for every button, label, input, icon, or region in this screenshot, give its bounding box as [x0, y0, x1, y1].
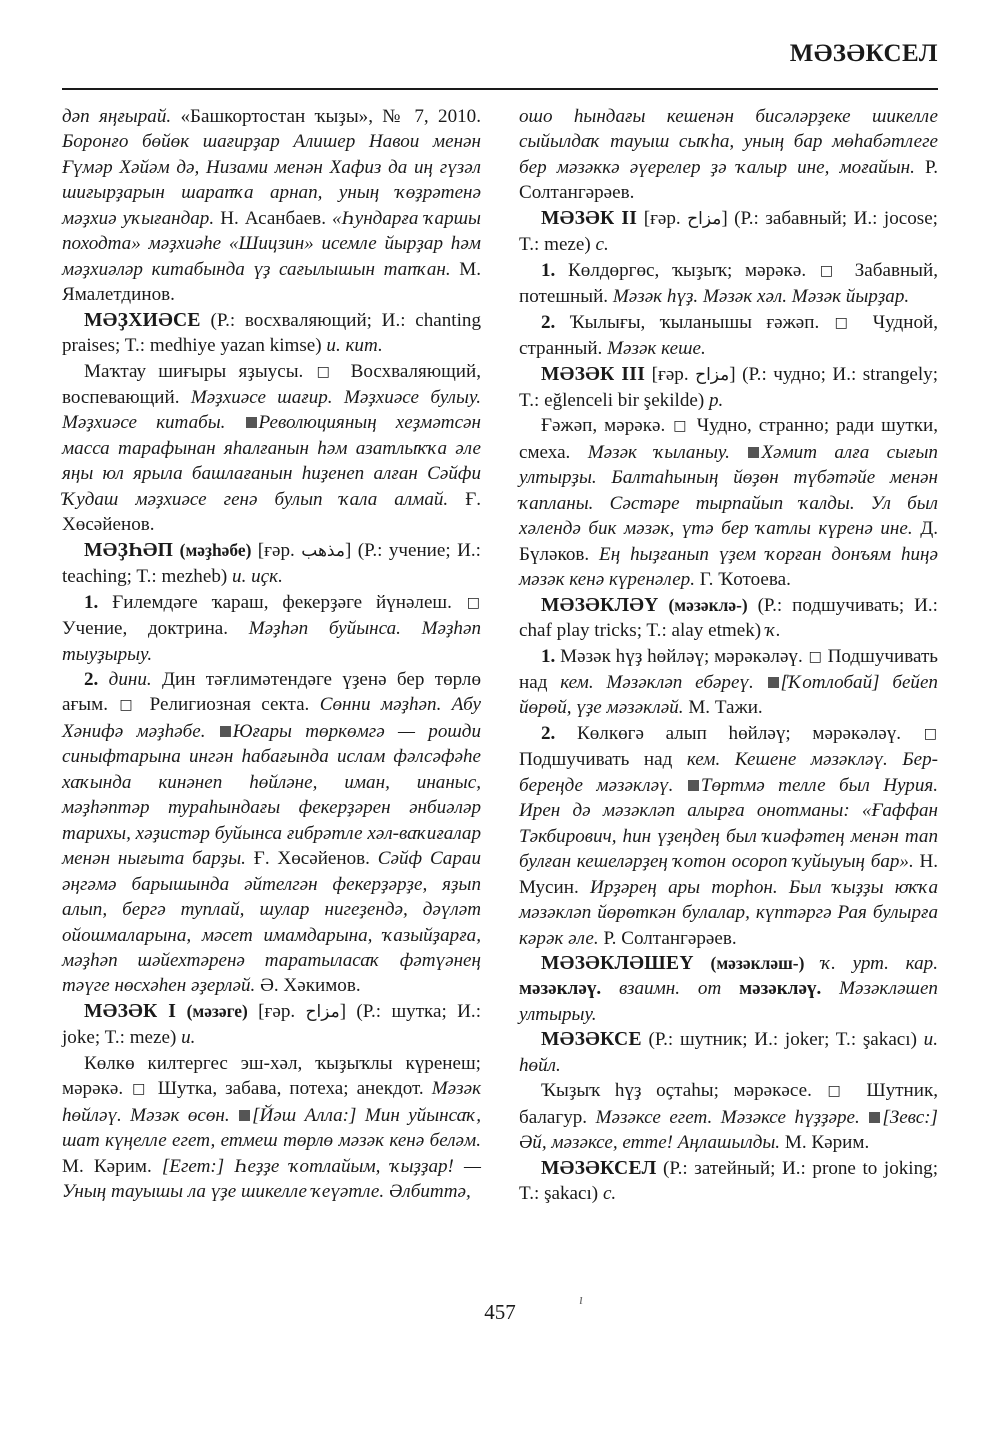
open-square-marker: □ — [132, 1081, 149, 1098]
grammar-label: с. — [602, 1183, 617, 1205]
open-square-marker: □ — [466, 594, 480, 611]
headword: МӘЗӘКСЕЛ — [541, 1157, 657, 1179]
open-square-marker: □ — [819, 262, 842, 279]
headword: МӘЗӘКСЕ — [541, 1029, 642, 1051]
entry-mazaklau-sense-2: 2. Көлкөгә алып һөйләү; мәрәкәләү. □ Подшучивать над кем. Кешене мәзәкләү. Бер-береңде мәзәкләү. Төртмә телле был Нурия. Ирен дә мәзәкләп алырға онотманы: «Ғаффан Тәкбирович, һин үҙеңдең был ҡиәфәтең менән тап булған кешеләрҙең ҡотон осороп ҡуйыуың бар». Н. Мусин. Ирҙәрең ары торһон. Был ҡыҙҙы юҡҡа мәзәкләп йөрөткән булалар, күптәргә Рая булырға кәрәк әле. Р. Солтангәрәев. — [519, 722, 939, 949]
filled-square-marker — [768, 677, 779, 688]
headword: МӘҘХИӘСЕ — [84, 309, 201, 331]
open-square-marker: □ — [834, 314, 858, 331]
headword-paren: (мәҙһәбе) — [179, 539, 252, 560]
left-column — [62, 104, 481, 1206]
continuation-paragraph: дәп яңғырай. «Башкортостан ҡыҙы», № 7, 2010. Боронғо бөйөк шағирҙар Алишер Навои менән Ғүмәр Хәйәм дә, Низами менән Хафиз да иң гүзәл шиғырҙарын шарапҡа арнап, уның ҡөҙрәтенә мәҙхиә уҡығандар. Н. Асанбаев. «Һундарға ҡаршы походта» мәҙхиәһе «Шицзин» исемле йырҙар һәм мәҙхиәләр китабында үҙ сағылышын тапҡан. М. Ямалетдинов. — [62, 106, 481, 306]
filled-square-marker — [869, 1112, 880, 1123]
arabic-etymology: مزاح — [695, 364, 730, 385]
cross-reference: кар. мәзәкләү. взаимн. от мәзәкләү. — [519, 952, 938, 1000]
entry-mazakse-sense: Ҡыҙыҡ һүҙ оҫтаһы; мәрәкәсе. □ Шутник, балагур. Мәзәксе егет. Мәзәксе һүҙҙәре. [Зевс:] Әй, мәзәксе, етте! Аңлашылды. М. Кәрим. — [519, 1080, 939, 1154]
entry-mazak-1-sense: Көлкө килтергес эш-хәл, ҡыҙыҡлы күренеш; мәрәкә. □ Шутка, забава, потеха; анекдот. Мәзәк һөйләү. Мәзәк өсөн. [Йәш Алла:] Мин уйынсаҡ, шат күңелле егет, етмеш төрлө мәзәк кенә беләм. М. Кәрим. [Егет:] Һеҙҙе ҡотлайым, ҡыҙҙар! — Уның тауышы ла үҙе шикелле ҡеүәтле. Әлбиттә, — [62, 1052, 482, 1203]
grammar-label: ҡ. — [765, 620, 781, 642]
headword: МӘЗӘКЛӘҮ — [541, 594, 659, 616]
headword: МӘЗӘК III — [541, 363, 646, 385]
headword-paren: (мәзәкләш-) — [710, 952, 805, 973]
stray-ink-mark: ı — [579, 1292, 584, 1308]
filled-square-marker — [239, 1110, 250, 1121]
entry-mazaklau-sense-1: 1. Мәзәк һүҙ һөйләү; мәрәкәләү. □ Подшучивать над кем. Мәзәкләп ебәреү. [Ҡотлобай] бейеп йөрөй, үҙе мәзәкләй. М. Тажи. — [519, 645, 939, 719]
filled-square-marker — [220, 726, 231, 737]
running-head — [62, 40, 938, 92]
grammar-label: и. һөйл. — [519, 1029, 938, 1076]
entry-mazhap: МӘҘҺӘП (мәҙһәбе) [ғәр. مذهب] (Р.: учение; И.: teaching; T.: mezheb) и. иҫк. — [62, 539, 481, 588]
entry-mazaklasheu: МӘЗӘКЛӘШЕҮ (мәзәкләш-) ҡ. урт. кар. мәзәкләү. взаимн. от мәзәкләү. Мәзәкләшеп ултырыу. — [519, 952, 938, 1025]
two-column-body — [62, 104, 938, 1206]
open-square-marker: □ — [119, 697, 139, 714]
filled-square-marker — [688, 780, 699, 791]
grammar-label: и. кит. — [326, 335, 383, 357]
headword: МӘҘҺӘП — [84, 539, 174, 561]
open-square-marker: □ — [827, 1083, 851, 1100]
page-number: 457 — [484, 1300, 516, 1324]
open-square-marker: □ — [673, 418, 689, 435]
entry-mazakse: МӘЗӘКСЕ (Р.: шутник; И.: joker; T.: şakacı) и. һөйл. — [519, 1029, 938, 1076]
headword: МӘЗӘК II — [541, 207, 638, 229]
header-rule — [62, 88, 938, 90]
grammar-label: и. иҫк. — [232, 566, 283, 588]
filled-square-marker — [748, 447, 759, 458]
headword: МӘЗӘКЛӘШЕҮ — [541, 952, 694, 974]
entry-mazak-3-sense: Ғәжәп, мәрәкә. □ Чудно, странно; ради шутки, смеха. Мәзәк ҡыланыу. Хәмит алға сығып ултырҙы. Балтаһының йөҙөн түбәтәйе менән ҡапланы. Сәстәре тырпайып ҡалды. Ул был хәлендә бик мәзәк, үтә бер ҡатлы күренә ине. Д. Бүләков. Ең һыҙғанып үҙем ҡорған донъям һиңә мәзәк кенә күренәлер. Г. Ҡотоева. — [519, 415, 938, 591]
entry-mazaksel: МӘЗӘКСЕЛ (Р.: затейный; И.: prone to joking; T.: şakacı) с. — [519, 1157, 938, 1205]
filled-square-marker — [246, 417, 257, 428]
entry-mazak-2-sense-2: 2. Ҡылығы, ҡыланышы ғәжәп. □ Чудной, странный. Мәзәк кеше. — [519, 311, 938, 360]
entry-mazak-3: МӘЗӘК III [ғәр. مزاح] (Р.: чудно; И.: strangely; T.: eğlenceli bir şekilde) р. — [519, 363, 939, 411]
continuation-paragraph: ошо һындағы кешенән бисәләрҙеке шикелле сыйылдаҡ тауыш сыҡһа, уның бар мөһабәтлеге бер мәзәккә әүерелер ҙә ҡалыр ине, моғайын. Р. Солтангәрәев. — [519, 106, 938, 204]
grammar-label: р. — [708, 389, 724, 411]
grammar-label: ҡ. урт. — [821, 952, 889, 974]
entry-mazak-2-sense-1: 1. Көлдөргөс, ҡыҙыҡ; мәрәкә. □ Забавный, потешный. Мәзәк һүҙ. Мәзәк хәл. Мәзәк йырҙар. — [519, 259, 939, 308]
grammar-label: с. — [595, 234, 609, 256]
entry-mazak-1: МӘЗӘК I (мәзәге) [ғәр. مزاح] (Р.: шутка; И.: joke; T.: meze) и. — [62, 1000, 482, 1049]
arabic-etymology: مزاح — [305, 1001, 340, 1022]
entry-mazaklau: МӘЗӘКЛӘҮ (мәзәклә-) (Р.: подшучивать; И.: chaf play tricks; T.: alay etmek) ҡ. — [519, 594, 938, 642]
arabic-etymology: مزاح — [687, 208, 722, 229]
entry-mazhap-sense-1: 1. Ғилемдәге ҡараш, фекерҙәге йүнәлеш. □ Учение, доктрина. Мәҙһәп буйынса. Мәҙһәп тыуҙырыу. — [62, 591, 481, 665]
entry-mazhiase-sense: Маҡтау шиғыры яҙыусы. □ Восхваляющий, воспевающий. Мәҙхиәсе шағир. Мәҙхиәсе булыу. Мәҙхиәсе китабы. Революцияның хеҙмәтсән масса тарафынан яһалғанын һәм азатлыҡҡа әле яңы юл ярыла башлағанын һиҙенеп алған Сәйфи Ҡудаш мәҙхиәсе генә булып ҡала алмай. Ғ. Хөсәйенов. — [62, 360, 482, 536]
entry-mazhap-sense-2: 2. дини. Дин тәғлимәтендәге үҙенә бер төрлө ағым. □ Религиозная секта. Сөнни мәҙһәп. Абу Хәнифә мәҙһәбе. Юғары төркөмгә — рошди синыфтарына ингән һабағында ислам фәлсәфәһе хаҡында кинәнеп һөйләне, иман, инаныс, мәҙһәптәр тураһындағы фекерҙәрен әнбиәләр тарихы, хәҙистәр буйынса ғибрәтле хәл-ваҡиғалар менән нығыта барҙы. Ғ. Хөсәйенов. Сәйф Сараи әңгәмә барышында әйтелгән фекерҙәрҙе, яҙып алып, бергә туплай, шулар нигеҙендә, дәүләт ойошмаларына, мәсет имамдарына, ҡазыйҙарға, мәҙһәп шәйехтәренә таратыласаҡ фәтүәнең тәүге нөсхәһен әҙерләй. Ә. Хәкимов. — [62, 668, 481, 997]
headword-paren: (мәзәклә-) — [668, 594, 748, 615]
headword: МӘЗӘК I — [84, 1000, 177, 1022]
open-square-marker: □ — [923, 725, 937, 742]
grammar-label: и. — [181, 1027, 196, 1049]
right-column — [519, 104, 938, 1206]
entry-mazhiase: МӘҘХИӘСЕ (Р.: восхваляющий; И.: chanting praises; T.: medhiye yazan kimse) и. кит. — [62, 309, 481, 357]
headword-paren: (мәзәге) — [186, 1000, 248, 1021]
arabic-etymology: مذهب — [301, 540, 345, 561]
open-square-marker: □ — [808, 648, 822, 665]
open-square-marker: □ — [316, 363, 338, 380]
entry-mazak-2: МӘЗӘК II [ғәр. مزاح] (Р.: забавный; И.: jocose; T.: meze) с. — [519, 207, 938, 256]
running-head-text: МӘЗӘКСЕЛ — [789, 40, 938, 67]
